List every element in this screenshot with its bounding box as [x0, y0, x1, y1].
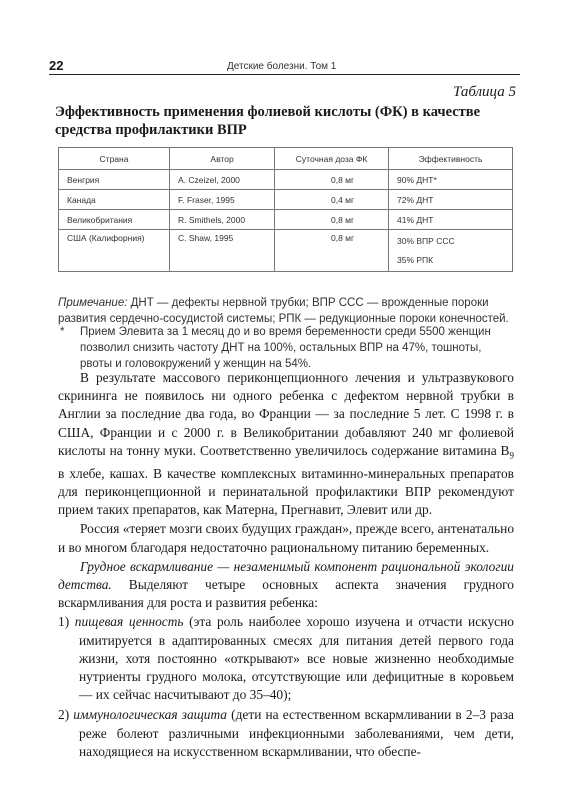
- cell-effect: 72% ДНТ: [389, 190, 513, 210]
- cell-effect: 41% ДНТ: [389, 210, 513, 230]
- column-header-country: Страна: [59, 148, 170, 170]
- paragraph: Россия «теряет мозги своих будущих граждан», прежде всего, антенатально и во многом благодаря недостаточно рациональному питанию беременных.: [58, 521, 515, 555]
- cell-author: C. Shaw, 1995: [170, 230, 275, 272]
- aspect-list: [58, 613, 514, 761]
- column-header-dose: Суточная доза ФК: [275, 148, 389, 170]
- data-table: [58, 147, 513, 272]
- table-row: [59, 230, 513, 272]
- column-header-author: Автор: [170, 148, 275, 170]
- page-number: 22: [49, 58, 64, 73]
- table-title: Эффективность применения фолиевой кислоты (ФК) в качестве средства профилактики ВПР: [55, 104, 481, 138]
- list-term: пищевая ценность: [74, 614, 184, 630]
- footnote-text: Прием Элевита за 1 месяц до и во время беременности среди 5500 женщин позволил снизить частоту ДНТ на 100%, остальных ВПР на 47%, тошноты, рвоты и головокружений у женщин на 54%.: [80, 326, 491, 370]
- running-title: Детские болезни. Том 1: [227, 61, 337, 72]
- header-rule: [49, 74, 520, 75]
- cell-country: Великобритания: [59, 210, 170, 230]
- cell-effect: [389, 230, 513, 272]
- cell-country: Канада: [59, 190, 170, 210]
- cell-author: R. Smithels, 2000: [170, 210, 275, 230]
- cell-effect-line: 35% РПК: [397, 254, 434, 265]
- cell-effect-line: 30% ВПР ССС: [397, 235, 455, 246]
- table-note-text: ДНТ — дефекты нервной трубки; ВПР ССС — врожденные пороки развития сердечно-сосудистой системы; РПК — редукционные пороки конечностей.: [58, 297, 509, 325]
- body-text: [58, 369, 514, 763]
- table-note: [58, 295, 513, 327]
- cell-author: F. Fraser, 1995: [170, 190, 275, 210]
- column-header-effect: Эффективность: [389, 148, 513, 170]
- list-text: (эта роль наиболее хорошо изучена и отчасти искусно имитируется в адаптированных смесях для питания детей первого года жизни, хотя постоянно «открывают» все новые жизненно необходимые нутриенты грудного молока, отсутствующие или дефицитные в коровьем — их сейчас насчитывают до 35–40);: [79, 614, 514, 703]
- paragraph-lead: Грудное вскармливание — незаменимый компонент рациональной экологии детства.: [58, 558, 514, 592]
- list-term: иммунологическая защита: [73, 707, 227, 723]
- table-row: [59, 170, 513, 190]
- list-item: [58, 706, 514, 761]
- table-row: [59, 190, 513, 210]
- cell-dose: 0,8 мг: [275, 170, 389, 190]
- table-note-lead: Примечание:: [58, 297, 128, 309]
- footnote-mark: *: [60, 326, 65, 338]
- table-row: [59, 210, 513, 230]
- list-number: 2): [58, 707, 70, 723]
- table-header-row: [59, 148, 513, 170]
- list-text: (дети на естественном вскармливании в 2–3 раза реже болеют различными инфекционными заболеваниями, чем дети, находящиеся на искусственном вскармливании, что обеспе-: [79, 707, 514, 759]
- list-number: 1): [58, 614, 70, 630]
- cell-effect: 90% ДНТ*: [389, 170, 513, 190]
- list-item: [58, 613, 514, 704]
- cell-dose: 0,8 мг: [275, 210, 389, 230]
- paragraph-text: Выделяют четыре основных аспекта значения грудного вскармливания для роста и развития ребенка:: [58, 576, 514, 611]
- paragraph-text: В результате массового периконцепционного лечения и ультразвукового скрининга не появилось ни одного ребенка с дефектом нервной трубки в Англии за последние два года, во Франции — за последние 5 лет. С 1998 г. в США, Франции и с 2000 г. в Великобритании добавляют 240 мг фолиевой кислоты на тонну муки. Соответственно увеличилось содержание витамина В: [58, 370, 514, 458]
- paragraph: [58, 369, 514, 519]
- paragraph: [58, 558, 514, 613]
- cell-dose: 0,4 мг: [275, 190, 389, 210]
- table-footnote: [58, 324, 513, 372]
- cell-country: США (Калифорния): [59, 230, 170, 272]
- paragraph-text: в хлебе, кашах. В качестве комплексных витаминно-минеральных препаратов для периконцепционной и перинатальной профилактики ВПР рекомендуют прием таких препаратов, как Матерна, Прегнавит, Элевит или др.: [58, 465, 514, 518]
- cell-dose: 0,8 мг: [275, 230, 389, 272]
- cell-author: A. Czeizel, 2000: [170, 170, 275, 190]
- table-number: Таблица 5: [453, 84, 516, 100]
- subscript: 9: [509, 450, 514, 461]
- cell-country: Венгрия: [59, 170, 170, 190]
